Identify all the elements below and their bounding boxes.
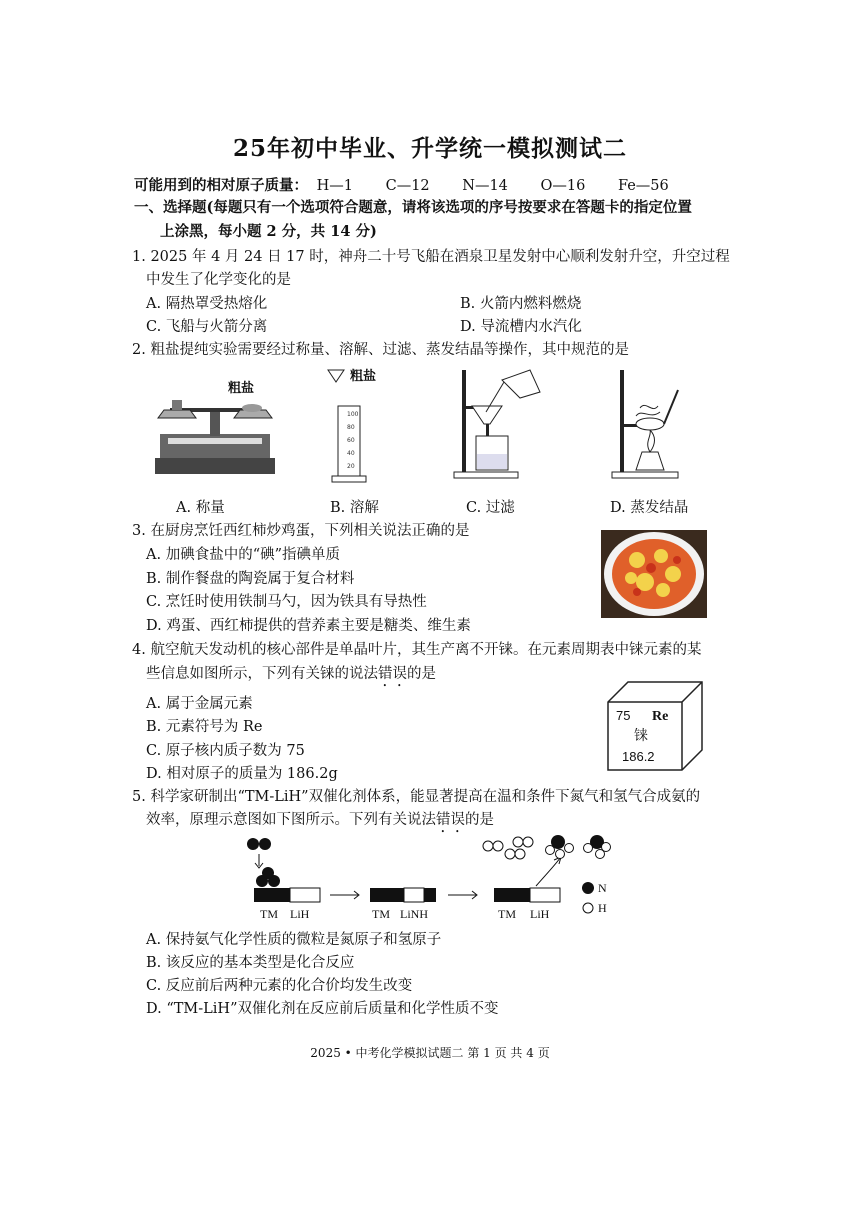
q4-emphasis: 错误 [378,666,407,682]
q4-stem-pre: 些信息如图所示，下列有关铼的说法 [146,666,378,682]
q1-option-c: C. 飞船与火箭分离 [146,319,268,335]
element-name: 铼 [634,728,648,744]
q2-option-b: B. 溶解 [330,500,379,516]
atomic-number: 75 [616,708,631,723]
rhenium-element-cell [606,680,706,772]
q2-option-d: D. 蒸发结晶 [610,500,689,516]
cyl-tick: 100 [347,411,359,418]
q4-stem: 4. 航空航天发动机的核心部件是单晶叶片，其生产离不开铼。在元素周期表中铼元素的某 [132,642,702,658]
element-symbol: Re [652,709,669,724]
q1-option-b: B. 火箭内燃料燃烧 [460,296,582,312]
catalyst-reaction-diagram [240,830,630,924]
q3-option-c: C. 烹饪时使用铁制马勺，因为铁具有导热性 [146,594,427,610]
mass-item: H—1 [316,178,353,194]
label-tm: TM [498,907,516,921]
q4-option-b: B. 元素符号为 Re [146,719,263,735]
mass-item: O—16 [540,178,586,194]
q5-option-a: A. 保持氨气化学性质的微粒是氮原子和氢原子 [146,932,442,948]
evaporation-figure [606,366,686,482]
q1-option-a: A. 隔热罩受热熔化 [146,296,268,312]
q1-stem: 1. 2025 年 4 月 24 日 17 时，神舟二十号飞船在酒泉卫星发射中心顺利发射升空，升空过程 [132,249,730,265]
q5-emphasis: 错误 [436,812,465,828]
q5-option-b: B. 该反应的基本类型是化合反应 [146,955,355,971]
label-tm: TM [372,907,390,921]
q5-stem: 5. 科学家研制出“TM-LiH”双催化剂体系，能显著提高在温和条件下氮气和氢气合成氨的 [132,789,701,805]
label-lih: LiH [530,907,550,921]
mass-item: Fe—56 [617,178,669,194]
balance-figure [150,372,280,480]
salt-label: 粗盐 [350,369,377,384]
cyl-tick: 60 [347,437,355,444]
q4-stem-cont [146,662,436,690]
q5-option-c: C. 反应前后两种元素的化合价均发生改变 [146,978,413,994]
section-heading: 一、选择题(每题只有一个选项符合题意，请将该选项的序号按要求在答题卡的指定位置 [134,199,692,216]
label-linh: LiNH [400,907,428,921]
q1-option-d: D. 导流槽内水汽化 [460,319,582,335]
section-heading-cont: 上涂黑，每小题 2 分，共 14 分) [160,223,377,240]
atomic-mass: 186.2 [622,749,655,764]
cylinder-figure [322,366,392,486]
mass-item: N—14 [462,178,508,194]
q2-stem: 2. 粗盐提纯实验需要经过称量、溶解、过滤、蒸发结晶等操作，其中规范的是 [132,342,629,358]
q2-option-c: C. 过滤 [466,500,515,516]
q1-stem-cont: 中发生了化学变化的是 [146,272,291,288]
cyl-tick: 20 [347,463,355,470]
q3-option-a: A. 加碘食盐中的“碘”指碘单质 [146,547,341,563]
q2-option-a: A. 称量 [176,500,225,516]
legend-n: N [598,881,607,895]
atomic-masses [134,174,697,195]
tomato-egg-photo [601,530,707,618]
label-lih: LiH [290,907,310,921]
page-title: 25年初中毕业、升学统一模拟测试二 [232,135,627,162]
legend-h: H [598,901,607,915]
cyl-tick: 40 [347,450,355,457]
q4-option-d: D. 相对原子的质量为 186.2g [146,766,338,782]
q4-option-a: A. 属于金属元素 [146,696,253,712]
page-footer: 2025 • 中考化学模拟试题二 第 1 页 共 4 页 [310,1046,550,1060]
q4-option-c: C. 原子核内质子数为 75 [146,743,305,759]
q3-stem: 3. 在厨房烹饪西红柿炒鸡蛋，下列相关说法正确的是 [132,523,470,539]
filtration-figure [450,362,550,482]
q4-stem-post: 的是 [407,666,436,682]
q5-option-d: D. “TM-LiH”双催化剂在反应前后质量和化学性质不变 [146,1001,499,1017]
cyl-tick: 80 [347,424,355,431]
q3-option-b: B. 制作餐盘的陶瓷属于复合材料 [146,571,355,587]
q5-stem-pre: 效率，原理示意图如下图所示。下列有关说法 [146,812,436,828]
mass-item: C—12 [385,178,430,194]
label-tm: TM [260,907,278,921]
atomic-masses-label: 可能用到的相对原子质量： [134,177,308,194]
q3-option-d: D. 鸡蛋、西红柿提供的营养素主要是糖类、维生素 [146,618,471,634]
salt-label: 粗盐 [228,381,255,396]
q5-stem-post: 的是 [465,812,494,828]
